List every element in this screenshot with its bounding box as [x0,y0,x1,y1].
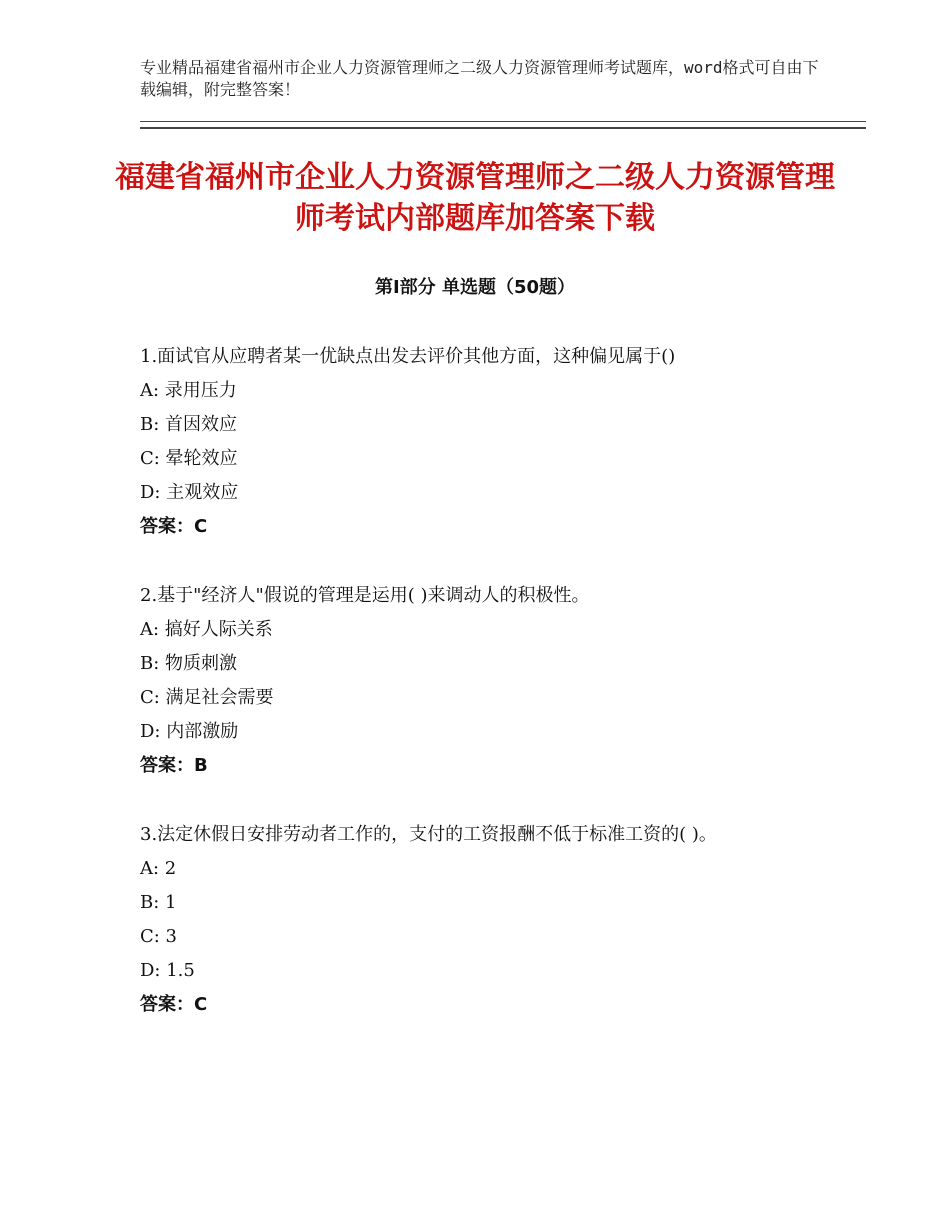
option-c: C: 3 [140,926,178,947]
option-d: D: 主观效应 [140,482,239,503]
question-2 [140,579,810,783]
question-text: 3.法定休假日安排劳动者工作的，支付的工资报酬不低于标准工资的( )。 [140,824,717,845]
answer: 答案：C [140,994,208,1015]
option-d: D: 内部激励 [140,721,239,742]
question-3 [140,818,810,1022]
option-c: C: 满足社会需要 [140,687,274,708]
header-divider [140,121,866,129]
header-note: 专业精品福建省福州市企业人力资源管理师之二级人力资源管理师考试题库，word格式可自由下载编辑，附完整答案！ [140,58,819,99]
option-c: C: 晕轮效应 [140,448,238,469]
option-b: B: 首因效应 [140,414,238,435]
option-b: B: 1 [140,892,177,913]
answer: 答案：C [140,516,208,537]
option-d: D: 1.5 [140,960,195,981]
option-b: B: 物质刺激 [140,653,238,674]
section-heading: 第Ⅰ部分 单选题（50题） [374,277,575,298]
option-a: A: 2 [140,858,177,879]
question-text: 2.基于"经济人"假说的管理是运用( )来调动人的积极性。 [140,585,590,606]
question-1 [140,340,810,544]
option-a: A: 搞好人际关系 [140,619,273,640]
document-title: 福建省福州市企业人力资源管理师之二级人力资源管理师考试内部题库加答案下载 [115,160,835,236]
question-text: 1.面试官从应聘者某一优缺点出发去评价其他方面，这种偏见属于() [140,346,676,367]
answer: 答案：B [140,755,208,776]
option-a: A: 录用压力 [140,380,237,401]
